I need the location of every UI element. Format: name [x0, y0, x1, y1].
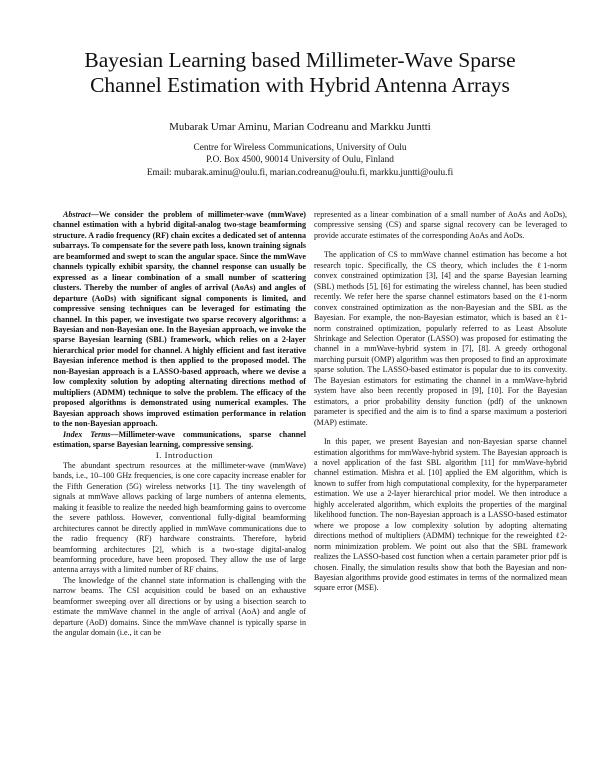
right-column [314, 210, 567, 594]
abstract-label: Abstract [63, 210, 91, 219]
paper-title [0, 48, 600, 98]
index-terms [53, 430, 306, 451]
title-line-2: Channel Estimation with Hybrid Antenna Arrays [90, 73, 510, 97]
index-terms-text: —Millimeter-wave communications, sparse channel estimation, sparse Bayesian learning, compressive sensing. [53, 429, 306, 449]
right-paragraph-1: represented as a linear combination of a small number of AoAs and AoDs), compressive sensing (CS) and sparse signal recovery can be leveraged to provide accurate estimates of the corresponding AoAs and AoDs. [314, 210, 567, 240]
affiliation-email: Email: mubarak.aminu@oulu.fi, marian.codreanu@oulu.fi, markku.juntti@oulu.fi [146, 167, 454, 178]
author-list: Mubarak Umar Aminu, Marian Codreanu and Markku Juntti [169, 121, 431, 133]
intro-paragraph-2: The knowledge of the channel state information is challenging with the narrow beams. The CSI acquisition could be based on an exhaustive beamformer sweeping over all directions or by using a bisection search to estimate the mmWave channel in the angle of arrival (AoA) and angle of departure (AoD) domains. Since the mmWave channel is typically sparse in the angular domain (i.e., it can be [53, 575, 306, 638]
right-paragraph-2: The application of CS to mmWave channel estimation has become a hot research topic. Specifically, the CS theory, which includes the ℓ1-norm convex constrained optimization [3], [4] and the sparse Bayesian learning (SBL) methods [5], [6] for estimating the wireless channel, has been studied recently. We refer here the sparse channel estimators based on the ℓ1-norm convex constrained optimization as the non-Bayesian and the SBL as the Bayesian. For example, the non-Bayesian estimator, which is based an ℓ1-norm constrained optimization, popularly referred to as Least Absolute Shrinkage and Selection Operator (LASSO) was proposed for estimating the channel in a mmWave-hybrid system in [7], [8]. A greedy orthogonal marching pursuit (OMP) algorithm was then proposed to find an approximate sparse solution. The LASSO-based estimator is popular due to its convexity. The Bayesian estimators for estimating the channel in a mmWave-hybrid system have also been recently proposed in [9], [10]. For the Bayesian estimators, a prior probability density function (pdf) of the unknown parameter is specified and the aim is to find a sparse maximum a posteriori (MAP) estimate. [314, 250, 567, 427]
affiliation-line-1: Centre for Wireless Communications, University of Oulu [193, 143, 407, 153]
title-line-1: Bayesian Learning based Millimeter-Wave Sparse [84, 48, 516, 72]
section-heading-introduction: I. Introduction [155, 450, 214, 461]
abstract [53, 210, 306, 430]
index-terms-label: Index Terms [63, 429, 111, 439]
affiliation-line-2: P.O. Box 4500, 90014 University of Oulu, Finland [206, 155, 394, 166]
left-column [53, 210, 306, 639]
affiliation-block [0, 142, 600, 179]
abstract-text: —We consider the problem of millimeter-wave (mmWave) channel estimation with a hybrid digital-analog two-stage beamforming structure. A radio frequency (RF) chain excites a dedicated set of antenna subarrays. To compensate for the severe path loss, known training signals are beamformed and swept to scan the angular space. Since the mmWave channels typically exhibit sparsity, the channel response can usually be expressed as a linear combination of a small number of scattering clusters. Thereby the number of angles of arrival (AoAs) and angles of departure (AoDs) with significant signal components is limited, and compressive sensing techniques can be leveraged for estimating the channel. In this paper, we investigate two sparse recovery algorithms: a Bayesian and non-Bayesian one. In the Bayesian approach, we invoke the sparse Bayesian learning (SBL) framework, which relies on a 2-layer hierarchical prior model for channel. A highly efficient and fast iterative Bayesian inference method is then applied to the proposed model. The non-Bayesian approach is a LASSO-based approach, where we devise a low complexity solution by adopting alternating directions method of multipliers (ADMM) technique to solve the problem. The efficacy of the proposed algorithms is demonstrated using numerical examples. The Bayesian approach shows improved estimation performance in relation to the non-Bayesian approach. [53, 210, 306, 429]
intro-paragraph-1: The abundant spectrum resources at the millimeter-wave (mmWave) bands, i.e., 10–100 GHz frequencies, is one core capacity increase enabler for the Fifth Generation (5G) wireless networks [1]. The tiny wavelength of signals at mmWave allows packing of large numbers of antenna elements, making it feasible to realize the needed high beamforming gains to overcome the severe pathloss. However, conventional fully-digital beamforming architectures cannot be directly applied in mmWave communications due to the radio frequency (RF) hardware constraints. Therefore, hybrid beamforming architectures [2], which is a two-stage digital-analog beamforming procedure, have been proposed. They allow the use of large antenna arrays with a limited number of RF chains. [53, 460, 306, 575]
right-paragraph-3: In this paper, we present Bayesian and non-Bayesian sparse channel estimation algorithms for mmWave-hybrid system. The Bayesian approach is a novel application of the fast SBL algorithm [11] for mmWave-hybrid channel estimation. Mishra et al. [10] applied the EM algorithm, which is known to suffer from high computational complexity, for the hyperparameter estimation. We use a 2-layer hierarchical prior model. We then introduce a highly accelerated algorithm, which exploits the properties of the marginal likelihood function. The non-Bayesian approach is a LASSO-based estimator where we propose a low complexity solution by adopting alternating directions method of multipliers (ADMM) technique for the reweighted ℓ2-norm minimization problem. We point out also that the SBL framework realizes the LASSO-based cost function when a certain parameter prior pdf is chosen. Finally, the simulation results show that both the Bayesian and non-Bayesian algorithms provide good estimates in terms of the normalized mean square error (MSE). [314, 437, 567, 593]
